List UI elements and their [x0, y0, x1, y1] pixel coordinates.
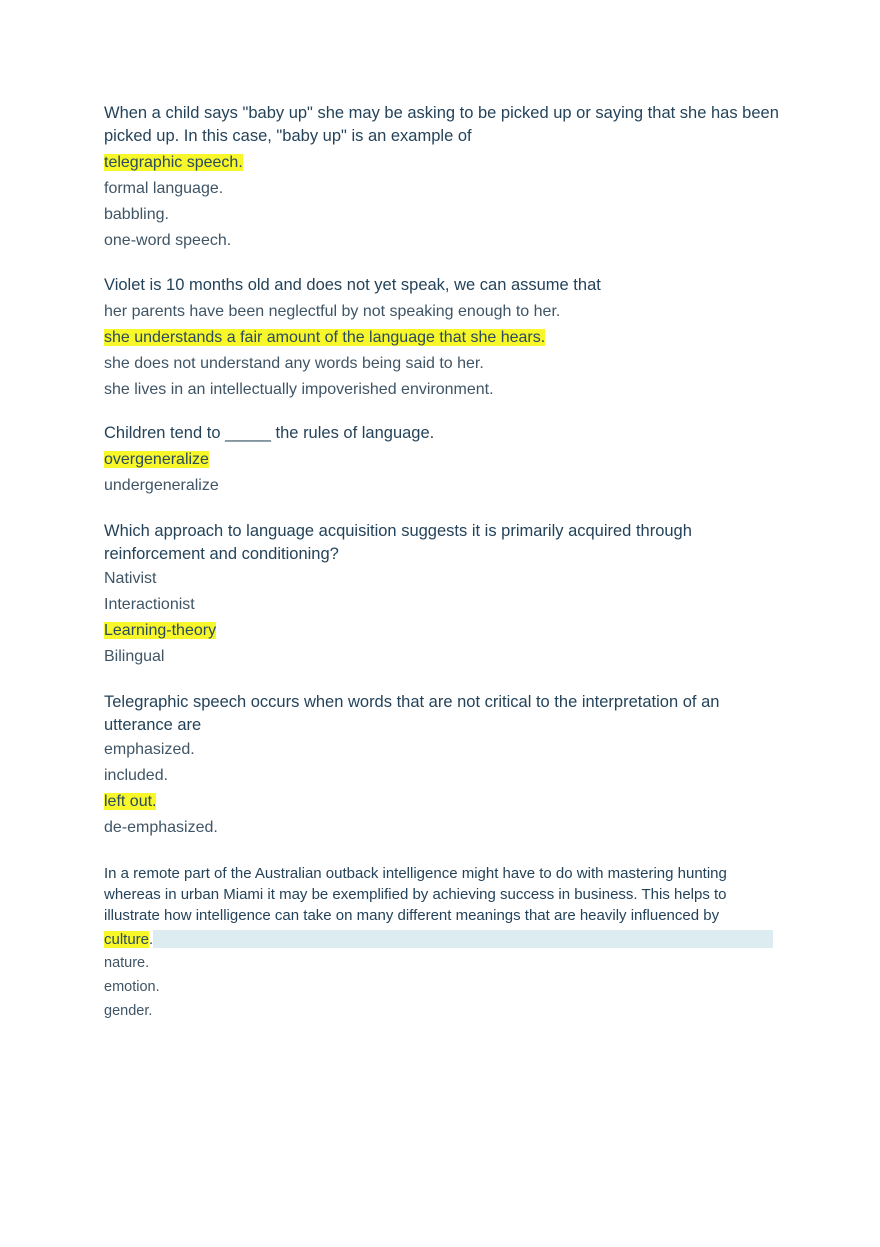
answer-option: her parents have been neglectful by not speaking enough to her. — [104, 303, 561, 320]
document-page — [104, 102, 784, 1023]
answer-suffix: . — [149, 930, 154, 948]
answer-option — [104, 325, 784, 351]
highlighted-answer: she understands a fair amount of the language that she hears. — [104, 329, 546, 346]
answer-option — [104, 618, 784, 644]
question-prompt: In a remote part of the Australian outback intelligence might have to do with mastering hunting whereas in urban Miami it may be exemplified by achieving success in business. This helps to illustrate how intelligence can take on many different meanings that are heavily influenced by — [104, 865, 727, 924]
answer-option: emotion. — [104, 979, 160, 995]
highlighted-answer: Learning-theory — [104, 622, 217, 639]
answer-option: gender. — [104, 1003, 153, 1019]
question-block-3 — [104, 422, 784, 499]
answer-option: babbling. — [104, 206, 169, 223]
answer-option: undergeneralize — [104, 477, 219, 494]
answer-option — [104, 150, 784, 176]
highlighted-answer: telegraphic speech. — [104, 154, 243, 171]
answer-option: Interactionist — [104, 596, 195, 613]
answer-option: one-word speech. — [104, 232, 232, 249]
answer-option: formal language. — [104, 180, 224, 197]
question-block-5 — [104, 691, 784, 841]
answer-option: Nativist — [104, 570, 157, 587]
highlighted-answer: culture — [104, 930, 150, 948]
selection-highlight-bar — [153, 930, 773, 948]
question-block-6 — [104, 863, 784, 1023]
question-prompt: Telegraphic speech occurs when words that are not critical to the interpretation of an utterance are — [104, 693, 720, 734]
question-prompt: Violet is 10 months old and does not yet speak, we can assume that — [104, 276, 601, 294]
answer-option — [104, 447, 784, 473]
question-block-4 — [104, 520, 784, 670]
question-prompt: Which approach to language acquisition suggests it is primarily acquired through reinforcement and conditioning? — [104, 522, 692, 563]
answer-option — [104, 789, 784, 815]
answer-option: emphasized. — [104, 741, 195, 758]
question-block-2 — [104, 274, 784, 403]
answer-option — [104, 928, 784, 950]
question-prompt: Children tend to _____ the rules of language. — [104, 424, 435, 442]
answer-option: she does not understand any words being said to her. — [104, 355, 484, 372]
question-block-1 — [104, 102, 784, 254]
answer-option: de-emphasized. — [104, 819, 218, 836]
question-prompt: When a child says "baby up" she may be asking to be picked up or saying that she has been picked up. In this case, "baby up" is an example of — [104, 104, 779, 145]
answer-option: nature. — [104, 955, 150, 971]
highlighted-answer: left out. — [104, 793, 157, 810]
highlighted-answer: overgeneralize — [104, 451, 209, 468]
answer-option: Bilingual — [104, 648, 165, 665]
answer-option: included. — [104, 767, 169, 784]
answer-option: she lives in an intellectually impoverished environment. — [104, 381, 494, 398]
